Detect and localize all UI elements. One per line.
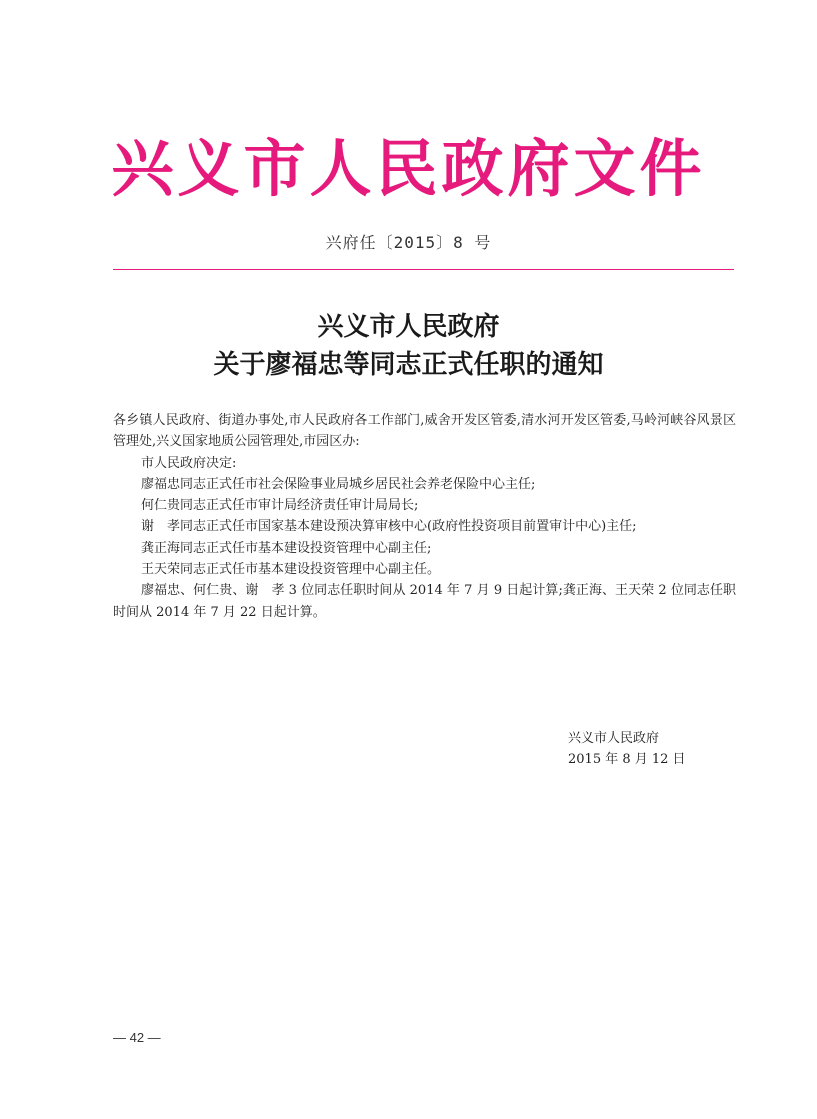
intro: 市人民政府决定: (141, 455, 237, 471)
appointment-item: 何仁贵同志正式任市审计局经济责任审计局局长; (141, 498, 419, 514)
notice-title (0, 308, 817, 384)
appointment-item: 谢 孝同志正式任市国家基本建设预决算审核中心(政府性投资项目前置审计中心)主任; (141, 519, 637, 535)
appointment-item: 廖福忠同志正式任市社会保险事业局城乡居民社会养老保险中心主任; (141, 476, 536, 492)
notice-title-line1: 兴义市人民政府 (317, 312, 500, 342)
issue-date: 2015 年 8 月 12 日 (568, 752, 686, 767)
appointment-item: 龚正海同志正式任市基本建设投资管理中心副主任; (141, 540, 432, 556)
document-header-title: 兴义市人民政府文件 (111, 132, 706, 205)
document-number: 兴府任〔2015〕8 号 (325, 233, 492, 252)
closing-paragraph: 廖福忠、何仁贵、谢 孝 3 位同志任职时间从 2014 年 7 月 9 日起计算;龚正海、王天荣 2 位同志任职时间从 2014 年 7 月 22 日起计算。 (113, 583, 736, 620)
page-number: — 42 — (113, 1030, 161, 1045)
notice-body (113, 410, 736, 623)
header-divider (113, 269, 734, 270)
signature-block (568, 728, 686, 770)
issuer-name: 兴义市人民政府 (568, 731, 660, 746)
recipients: 各乡镇人民政府、街道办事处,市人民政府各工作部门,威舍开发区管委,清水河开发区管委,马岭河峡谷风景区管理处,兴义国家地质公园管理处,市园区办: (113, 413, 736, 450)
notice-title-line2: 关于廖福忠等同志正式任职的通知 (213, 350, 604, 380)
appointment-item: 王天荣同志正式任市基本建设投资管理中心副主任。 (141, 562, 441, 578)
